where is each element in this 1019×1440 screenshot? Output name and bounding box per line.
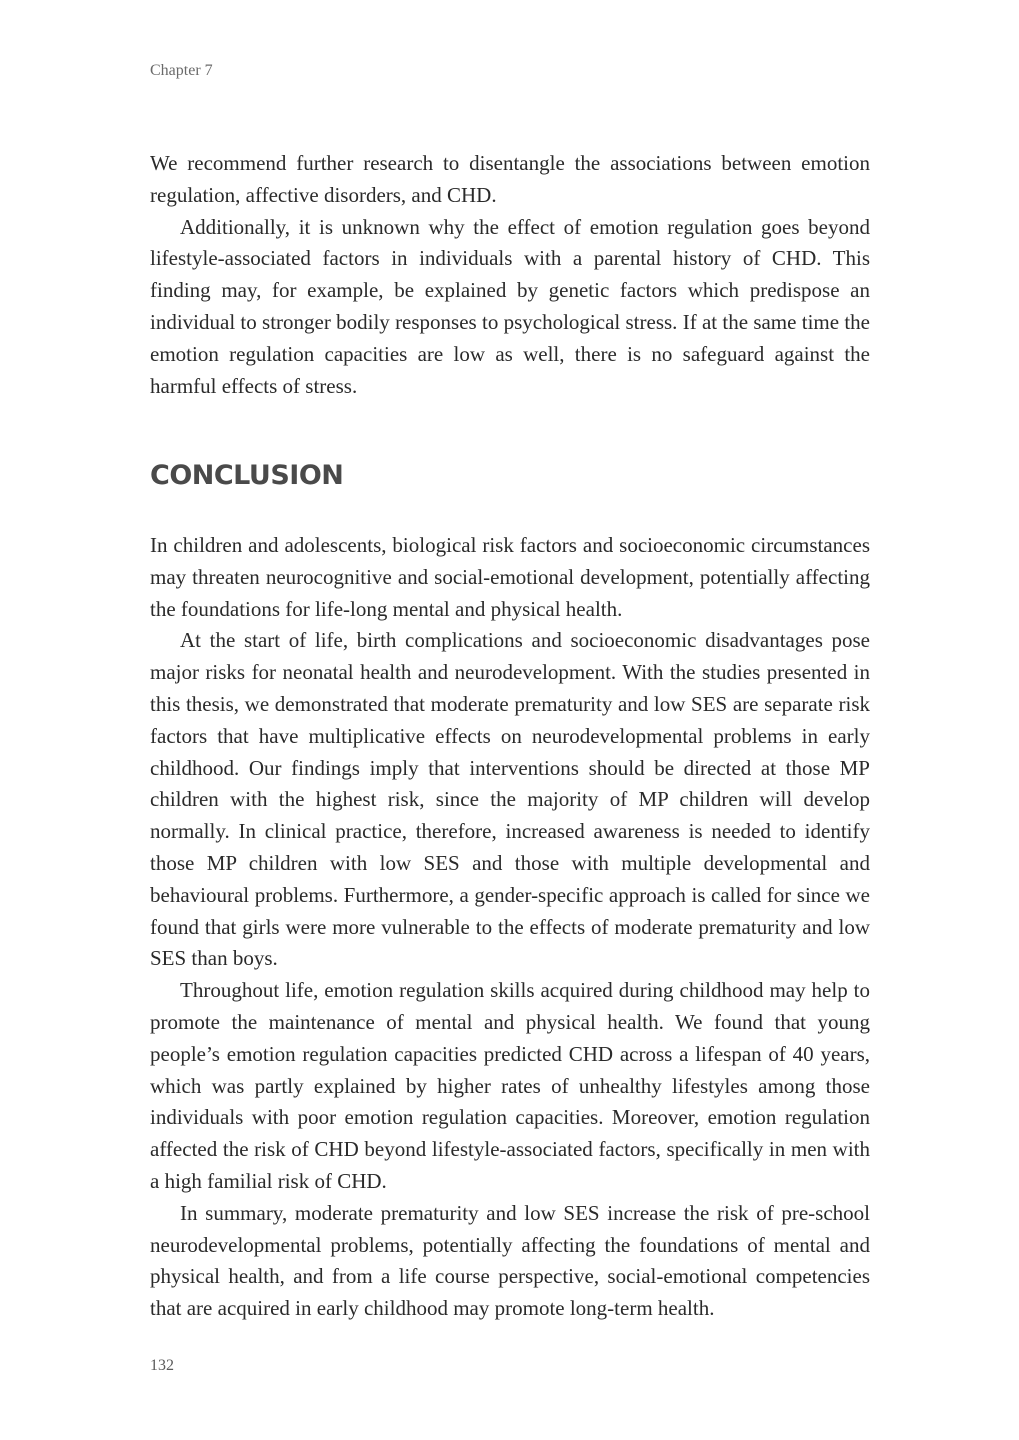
intro-text-block xyxy=(150,148,870,402)
paragraph: At the start of life, birth complications and socioeconomic disadvantages pose major risks for neonatal health and neurodevelopment. With the studies presented in this thesis, we demonstrated that moderate prematurity and low SES are separate risk factors that have multiplicative effects on neurodevelopmental problems in early childhood. Our findings imply that interventions should be directed at those MP children with the highest risk, since the majority of MP children will develop normally. In clinical practice, therefore, increased awareness is needed to identify those MP children with low SES and those with multiple developmental and behavioural problems. Furthermore, a gender-specific approach is called for since we found that girls were more vulnerable to the effects of moderate prematurity and low SES than boys. xyxy=(150,628,870,971)
section-heading-conclusion: CONCLUSION xyxy=(150,460,344,491)
paragraph: We recommend further research to disentangle the associations between emotion regulation, affective disorders, and CHD. xyxy=(150,151,870,207)
paragraph: In children and adolescents, biological risk factors and socioeconomic circumstances may threaten neurocognitive and social-emotional development, potentially affecting the foundations for life-long mental and physical health. xyxy=(150,533,870,621)
paragraph: In summary, moderate prematurity and low SES increase the risk of pre-school neurodevelopmental problems, potentially affecting the foundations of mental and physical health, and from a life course perspective, social-emotional competencies that are acquired in early childhood may promote long-term health. xyxy=(150,1200,870,1321)
paragraph: Throughout life, emotion regulation skills acquired during childhood may help to promote the maintenance of mental and physical health. We found that young people’s emotion regulation capacities predicted CHD across a lifespan of 40 years, which was partly explained by higher rates of unhealthy lifestyles among those individuals with poor emotion regulation capacities. Moreover, emotion regulation affected the risk of CHD beyond lifestyle-associated factors, specifically in men with a high familial risk of CHD. xyxy=(150,978,870,1193)
paragraph: Additionally, it is unknown why the effect of emotion regulation goes beyond lifestyle-associated factors in individuals with a parental history of CHD. This finding may, for example, be explained by genetic factors which predispose an individual to stronger bodily responses to psychological stress. If at the same time the emotion regulation capacities are low as well, there is no safeguard against the harmful effects of stress. xyxy=(150,214,870,398)
running-header: Chapter 7 xyxy=(150,62,213,79)
conclusion-text-block xyxy=(150,530,870,1325)
page-number: 132 xyxy=(150,1357,174,1374)
